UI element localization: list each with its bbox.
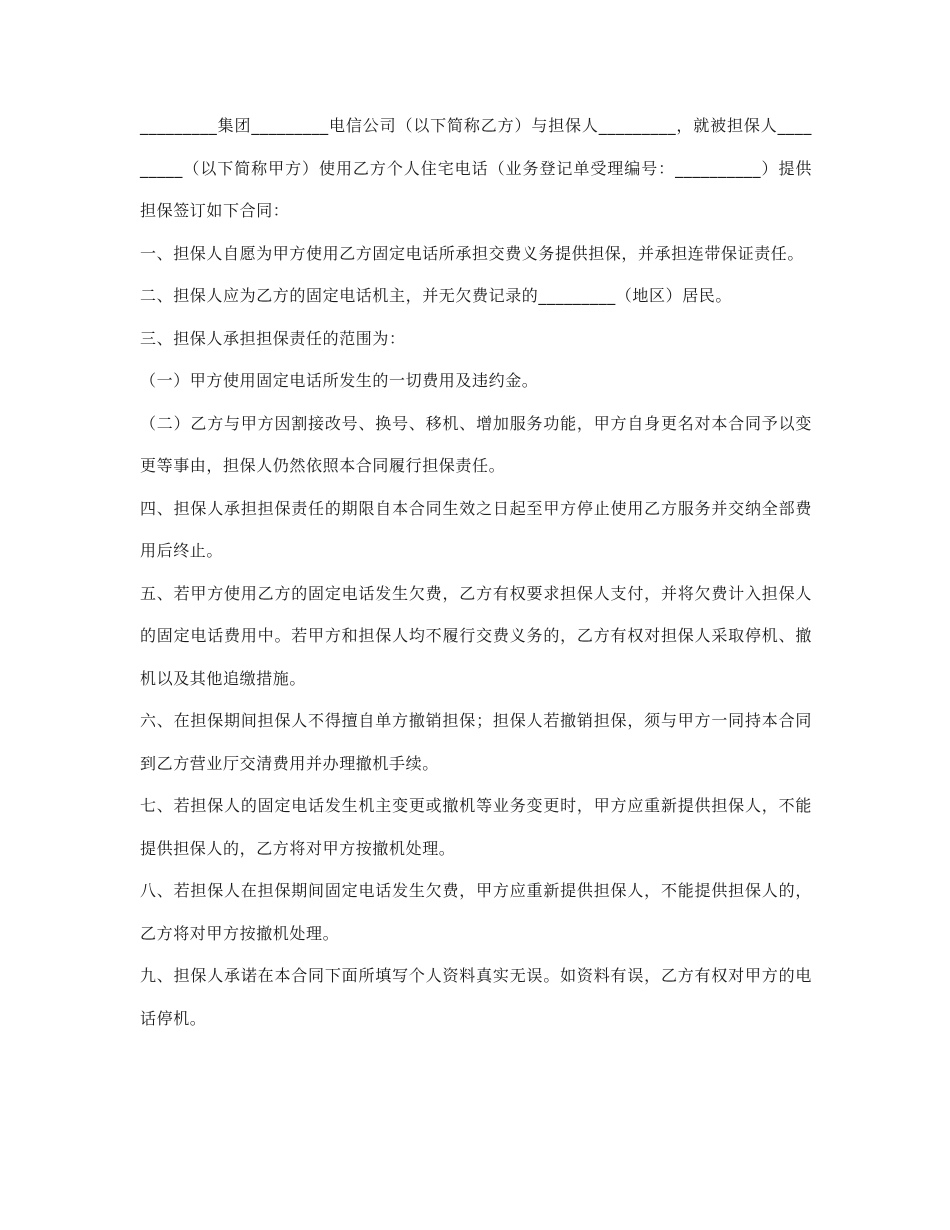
paragraph-clause-3-item-2: （二）乙方与甲方因割接改号、换号、移机、增加服务功能，甲方自身更名对本合同予以变更等事由，担保人仍然依照本合同履行担保责任。 xyxy=(140,413,812,475)
paragraph-clause-8: 八、若担保人在担保期间固定电话发生欠费，甲方应重新提供担保人，不能提供担保人的，乙方将对甲方按撤机处理。 xyxy=(140,881,812,943)
paragraph-clause-1: 一、担保人自愿为甲方使用乙方固定电话所承担交费义务提供担保，并承担连带保证责任。 xyxy=(140,243,805,263)
paragraph-preamble: _________集团_________电信公司（以下简称乙方）与担保人_________，就被担保人_________（以下简称甲方）使用乙方个人住宅电话（业务登记单受理编号：__________）提供担保签订如下合同： xyxy=(140,116,812,220)
paragraph-clause-7: 七、若担保人的固定电话发生机主变更或撤机等业务变更时，甲方应重新提供担保人，不能提供担保人的，乙方将对甲方按撤机处理。 xyxy=(140,796,812,858)
paragraph-clause-2: 二、担保人应为乙方的固定电话机主，并无欠费记录的_________（地区）居民。 xyxy=(140,286,733,305)
paragraph-clause-3-item-1: （一）甲方使用固定电话所发生的一切费用及违约金。 xyxy=(140,371,539,390)
document-body xyxy=(140,105,812,1040)
paragraph-clause-4: 四、担保人承担担保责任的期限自本合同生效之日起至甲方停止使用乙方服务并交纳全部费用后终止。 xyxy=(140,498,812,560)
paragraph-clause-3: 三、担保人承担担保责任的范围为： xyxy=(140,328,406,348)
paragraph-clause-6: 六、在担保期间担保人不得擅自单方撤销担保；担保人若撤销担保，须与甲方一同持本合同到乙方营业厅交清费用并办理撤机手续。 xyxy=(140,711,812,773)
paragraph-clause-5: 五、若甲方使用乙方的固定电话发生欠费，乙方有权要求担保人支付，并将欠费计入担保人的固定电话费用中。若甲方和担保人均不履行交费义务的，乙方有权对担保人采取停机、撤机以及其他追缴措施。 xyxy=(140,583,812,688)
paragraph-clause-9: 九、担保人承诺在本合同下面所填写个人资料真实无误。如资料有误，乙方有权对甲方的电话停机。 xyxy=(140,966,812,1028)
